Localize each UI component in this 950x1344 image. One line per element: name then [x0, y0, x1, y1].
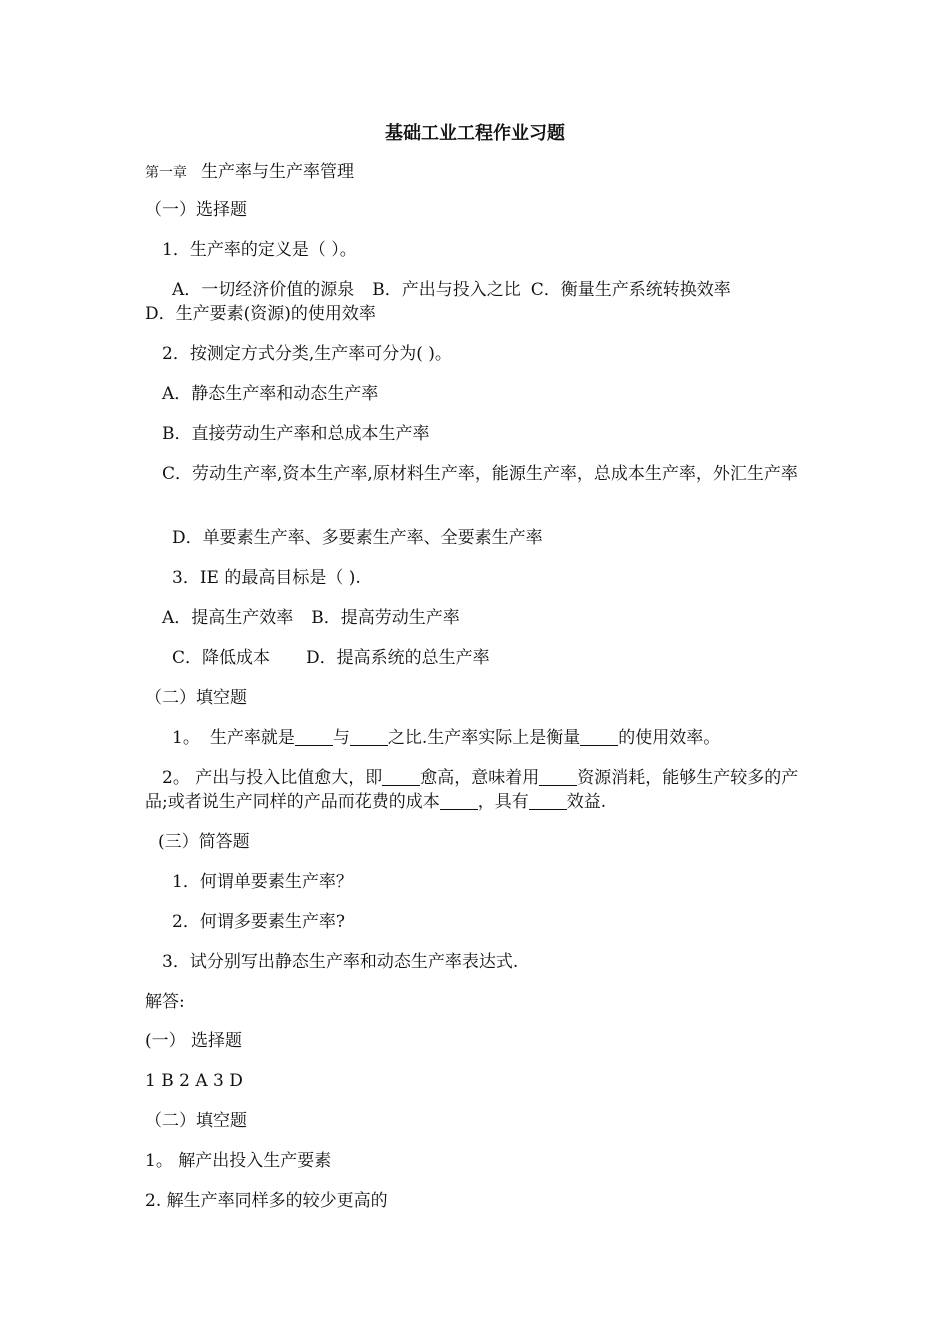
answers-fill-1: 1。 解产出投入生产要素 [145, 1151, 332, 1171]
fill-q2-text-1: 产出与投入比值愈大，即 [195, 768, 383, 788]
fill-q1-number: 1。 [172, 728, 200, 748]
answers-choice-values: 1 B 2 A 3 D [145, 1071, 243, 1091]
answers-fill-2: 2. 解生产率同样多的较少更高的 [145, 1191, 388, 1211]
q2-option-a: A．静态生产率和动态生产率 [162, 384, 379, 404]
q1-option-b: B．产出与投入之比 [372, 280, 521, 300]
fill-blank [350, 727, 388, 746]
q1-option-a: A．一切经济价值的源泉 [172, 280, 355, 300]
fill-blank [440, 791, 478, 810]
fill-q2-text-2: 愈高，意味着用 [420, 768, 540, 788]
q3-option-b: B．提高劳动生产率 [311, 608, 460, 628]
short-q3: 3．试分别写出静态生产率和动态生产率表达式. [162, 952, 519, 972]
fill-blank [529, 791, 567, 810]
fill-q2 [145, 766, 810, 814]
fill-q2-text-3: 资源消耗，能够生产较多的产品;或者说生产同样的产品而花费的成本 [145, 768, 799, 812]
fill-q1-text-4: 的使用效率。 [618, 728, 721, 748]
section-choice-heading: （一）选择题 [145, 200, 247, 220]
chapter-name: 生产率与生产率管理 [201, 162, 354, 182]
fill-q2-number: 2。 [162, 768, 190, 788]
section-short-answer-heading: (三）简答题 [158, 832, 250, 852]
answers-fill-heading: （二）填空题 [145, 1111, 247, 1131]
q1-option-c: C．衡量生产系统转换效率 [530, 280, 731, 300]
fill-blank [295, 727, 333, 746]
fill-blank [580, 727, 618, 746]
fill-q1-text-3: 之比.生产率实际上是衡量 [387, 728, 581, 748]
answers-label: 解答: [145, 992, 185, 1012]
fill-blank [539, 767, 577, 786]
q3-options-line-2 [172, 646, 837, 670]
q1-option-d: D．生产要素(资源)的使用效率 [145, 304, 376, 324]
q3-option-c: C．降低成本 [172, 648, 271, 668]
q3-option-a: A．提高生产效率 [162, 608, 294, 628]
section-fill-heading: （二）填空题 [145, 688, 247, 708]
q2-option-d: D．单要素生产率、多要素生产率、全要素生产率 [172, 528, 543, 548]
fill-q2-text-4: ，具有 [477, 792, 529, 812]
q1-stem: 1．生产率的定义是（ ）。 [162, 240, 357, 260]
short-q1: 1．何谓单要素生产率？ [172, 872, 353, 892]
q3-stem: 3．IE 的最高目标是（ ). [172, 568, 361, 588]
fill-q1 [172, 726, 837, 750]
q3-option-d: D．提高系统的总生产率 [306, 648, 490, 668]
q1-options-line [172, 278, 837, 302]
fill-blank [382, 767, 420, 786]
chapter-number: 第一章 [145, 165, 187, 181]
q2-option-c: C．劳动生产率,资本生产率,原材料生产率，能源生产率，总成本生产率，外汇生产率 [162, 464, 798, 484]
answers-choice-heading: (一） 选择题 [145, 1031, 243, 1051]
q3-options-line-1 [162, 606, 827, 630]
document-title: 基础工业工程作业习题 [385, 123, 565, 144]
chapter-heading [145, 160, 810, 185]
q2-stem: 2．按测定方式分类,生产率可分为( )。 [162, 344, 452, 364]
fill-q1-text-2: 与 [332, 728, 350, 748]
fill-q1-text-1: 生产率就是 [209, 728, 295, 748]
q2-option-b: B．直接劳动生产率和总成本生产率 [162, 424, 430, 444]
fill-q2-text-5: 效益. [566, 792, 607, 812]
short-q2: 2．何谓多要素生产率? [172, 912, 345, 932]
